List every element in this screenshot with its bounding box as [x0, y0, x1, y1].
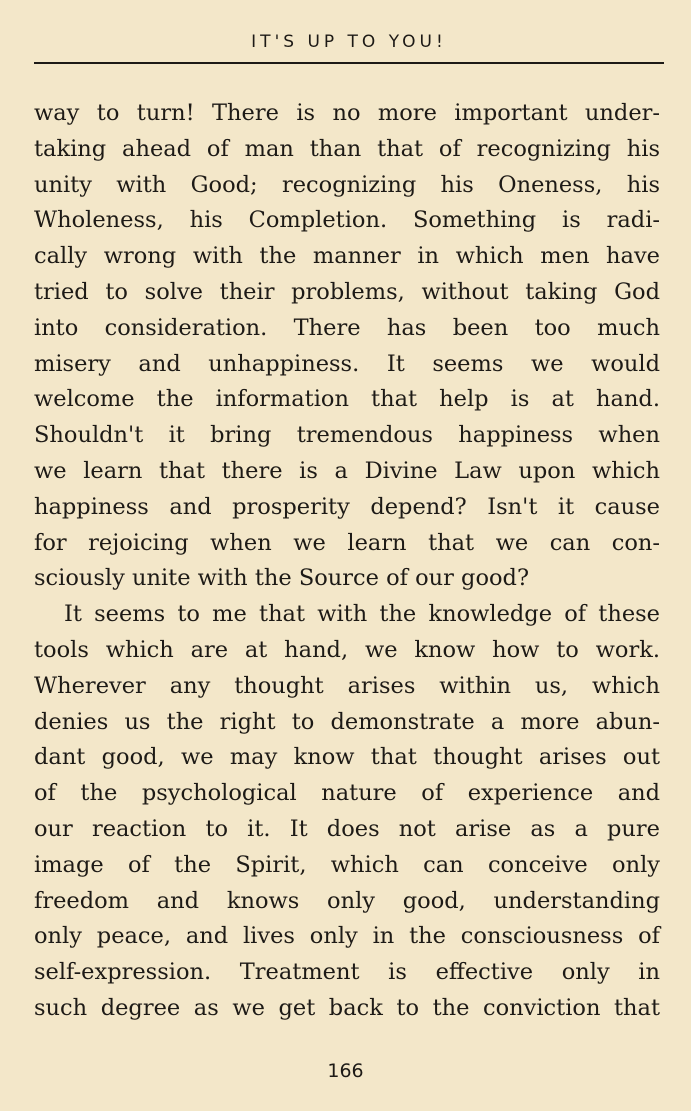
running-head: IT'S UP TO YOU! — [251, 32, 447, 52]
text-line: into consideration. There has been too much — [34, 314, 660, 341]
text-line: It seems to me that with the knowledge of these — [64, 601, 660, 628]
body-text — [34, 96, 660, 1027]
text-line: we learn that there is a Divine Law upon which — [34, 457, 660, 484]
text-line: dant good, we may know that thought arises out — [34, 744, 660, 771]
header-rule — [34, 62, 664, 64]
text-line: image of the Spirit, which can conceive only — [34, 851, 660, 878]
text-line: our reaction to it. It does not arise as a pure — [34, 815, 660, 842]
text-line: of the psychological nature of experience and — [34, 780, 660, 807]
text-line: only peace, and lives only in the consciousness of — [34, 923, 660, 950]
paragraph-2 — [34, 597, 660, 1027]
text-line: self-expression. Treatment is effective only in — [34, 959, 660, 986]
text-line: cally wrong with the manner in which men have — [34, 243, 660, 270]
page-number: 166 — [327, 1060, 364, 1082]
text-line: Wholeness, his Completion. Something is radi- — [34, 207, 660, 234]
text-line: freedom and knows only good, understanding — [34, 887, 660, 914]
text-line: Shouldn't it bring tremendous happiness when — [34, 422, 660, 449]
paragraph-1 — [34, 96, 660, 597]
text-line: taking ahead of man than that of recognizing his — [34, 135, 660, 162]
text-line: way to turn! There is no more important under- — [34, 100, 660, 126]
text-line: unity with Good; recognizing his Oneness, his — [34, 171, 660, 198]
text-line: tried to solve their problems, without taking God — [34, 278, 660, 305]
text-line: misery and unhappiness. It seems we would — [34, 350, 660, 377]
text-line: sciously unite with the Source of our good? — [34, 565, 530, 592]
text-line: such degree as we get back to the conviction that — [34, 994, 660, 1021]
text-line: for rejoicing when we learn that we can con- — [34, 529, 660, 556]
text-line: welcome the information that help is at hand. — [34, 386, 660, 413]
text-line: tools which are at hand, we know how to work. — [34, 636, 660, 663]
text-line: denies us the right to demonstrate a more abun- — [34, 708, 660, 735]
text-line: Wherever any thought arises within us, which — [34, 672, 660, 699]
text-line: happiness and prosperity depend? Isn't it cause — [34, 493, 660, 520]
